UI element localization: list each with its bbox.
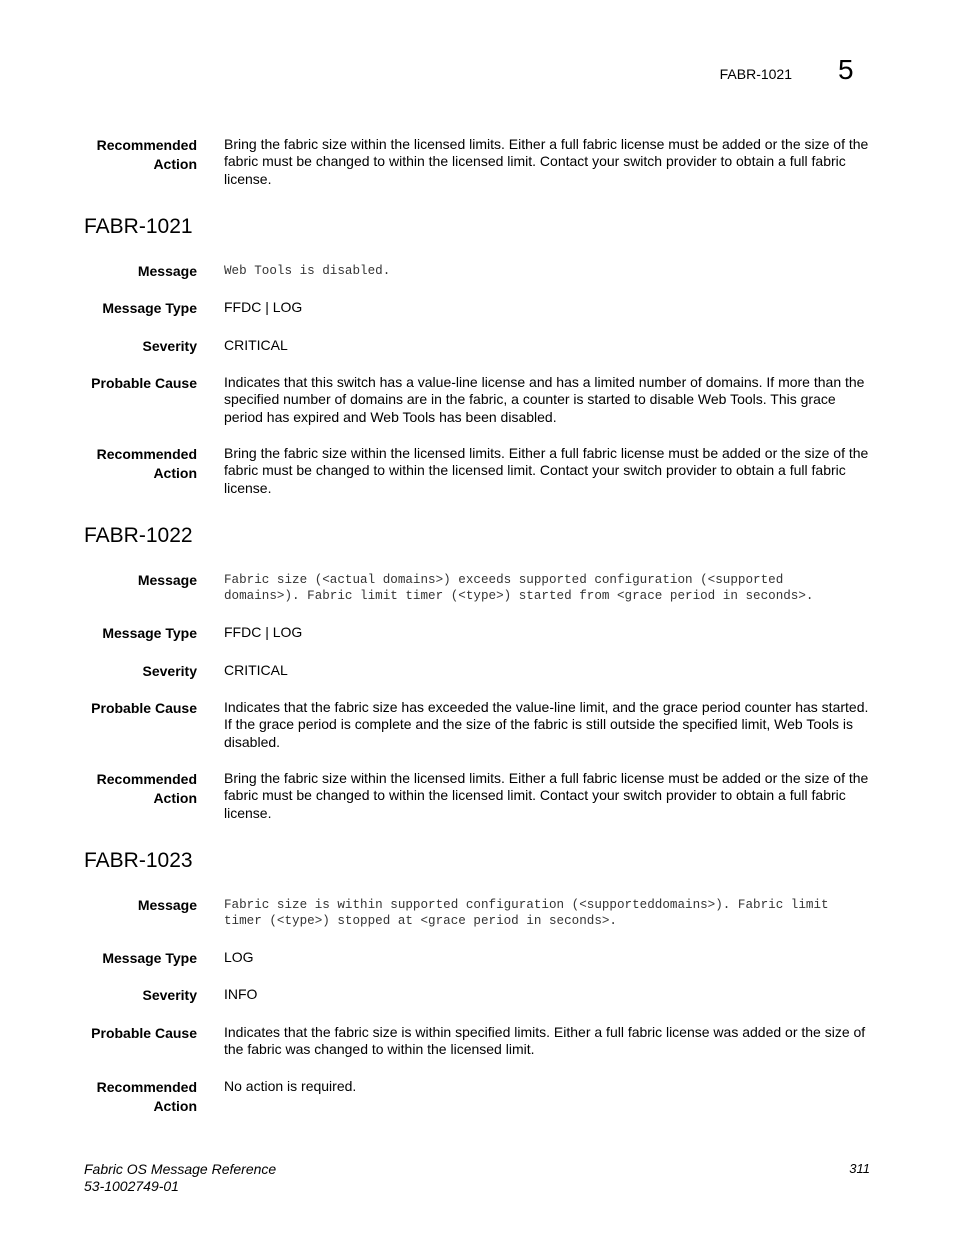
message-type-value: LOG: [224, 949, 254, 965]
message-type-value: FFDC | LOG: [224, 624, 303, 640]
message-text-line2: timer (<type>) stopped at <grace period in seconds>.: [224, 914, 617, 928]
recommended-action-label: Recommended Action: [96, 446, 197, 481]
message-label: Message: [137, 572, 197, 588]
footer-doc-number: 53-1002749-01: [84, 1178, 179, 1194]
severity-label: Severity: [142, 338, 197, 354]
entry-heading-fabr-1023: FABR-1023: [84, 849, 193, 872]
recommended-action-text: No action is required.: [224, 1078, 357, 1094]
probable-cause-label: Probable Cause: [91, 700, 197, 716]
message-type-label: Message Type: [102, 950, 197, 966]
recommended-action-text: Bring the fabric size within the licensed limits. Either a full fabric license must be added or the size of the fabric must be changed to within the licensed limit. Contact your switch provider to obtain a full fabric license.: [224, 445, 869, 496]
probable-cause-text: Indicates that the fabric size has exceeded the value-line limit, and the grace period counter has started. If the grace period is complete and the size of the fabric is still outside the specified limit, Web Tools is disabled.: [224, 699, 869, 750]
probable-cause-text: Indicates that the fabric size is within specified limits. Either a full fabric license was added or the size of the fabric was changed to within the licensed limit.: [224, 1024, 866, 1058]
running-header-title: FABR-1021: [719, 66, 792, 82]
entry-heading-fabr-1022: FABR-1022: [84, 524, 193, 547]
message-label: Message: [137, 263, 197, 279]
severity-label: Severity: [142, 987, 197, 1003]
recommended-action-text: Bring the fabric size within the licensed limits. Either a full fabric license must be added or the size of the fabric must be changed to within the licensed limit. Contact your switch provider to obtain a full fabric license.: [224, 136, 869, 187]
probable-cause-label: Probable Cause: [91, 375, 197, 391]
severity-label: Severity: [142, 663, 197, 679]
severity-value: CRITICAL: [224, 662, 288, 678]
page-number: 311: [849, 1161, 870, 1176]
message-label: Message: [137, 897, 197, 913]
probable-cause-label: Probable Cause: [91, 1025, 197, 1041]
severity-value: INFO: [224, 986, 258, 1002]
message-type-label: Message Type: [102, 625, 197, 641]
message-type-label: Message Type: [102, 300, 197, 316]
chapter-number: 5: [838, 54, 854, 85]
entry-heading-fabr-1021: FABR-1021: [84, 215, 193, 238]
message-text-line2: domains>). Fabric limit timer (<type>) started from <grace period in seconds>.: [224, 589, 814, 603]
recommended-action-label: Recommended Action: [96, 1079, 197, 1114]
severity-value: CRITICAL: [224, 337, 288, 353]
footer-book-info: [84, 1161, 276, 1195]
message-text-line1: Fabric size (<actual domains>) exceeds supported configuration (<supported: [224, 573, 784, 587]
message-text-line1: Fabric size is within supported configuration (<supporteddomains>). Fabric limit: [224, 898, 829, 912]
message-type-value: FFDC | LOG: [224, 299, 303, 315]
footer-book-title: Fabric OS Message Reference: [84, 1161, 277, 1177]
recommended-action-label: Recommended Action: [96, 137, 197, 172]
message-text: Web Tools is disabled.: [224, 264, 391, 278]
recommended-action-label: Recommended Action: [96, 771, 197, 806]
recommended-action-text: Bring the fabric size within the licensed limits. Either a full fabric license must be added or the size of the fabric must be changed to within the licensed limit. Contact your switch provider to obtain a full fabric license.: [224, 770, 869, 821]
probable-cause-text: Indicates that this switch has a value-line license and has a limited number of domains. If more than the specified number of domains are in the fabric, a counter is started to disable Web Tools. This grace period has expired and Web Tools has been disabled.: [224, 374, 865, 425]
